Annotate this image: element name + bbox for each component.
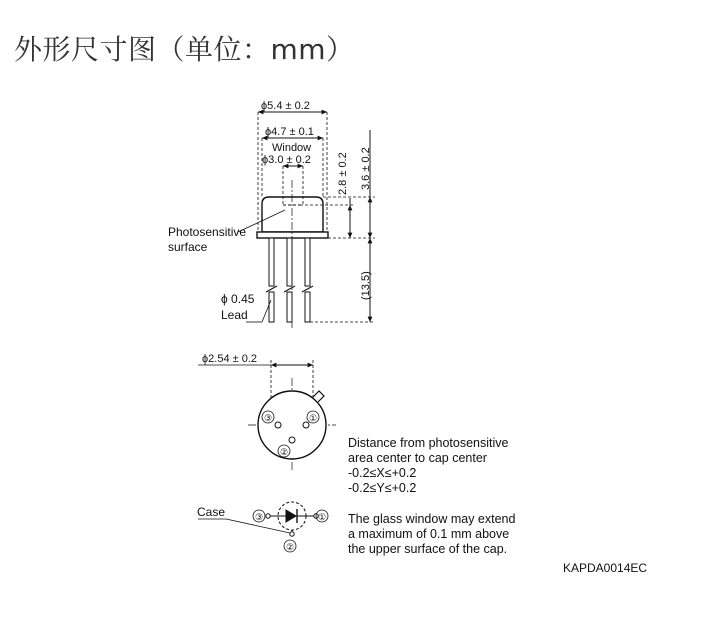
dim-height-surface: 2.8 ± 0.2 xyxy=(337,152,349,195)
dim-pin-circle: ϕ2.54 ± 0.2 xyxy=(202,353,258,365)
glass-note-line: the upper surface of the cap. xyxy=(348,542,508,556)
window-label: Window xyxy=(272,142,312,154)
distance-note-line: -0.2≤Y≤+0.2 xyxy=(348,481,417,495)
distance-note xyxy=(348,436,509,496)
dim-window-diameter: ϕ3.0 ± 0.2 xyxy=(262,154,311,166)
distance-note-line: area center to cap center xyxy=(348,451,487,465)
lead-center-lower xyxy=(287,292,292,322)
lead-right-upper xyxy=(305,238,310,286)
header-circle xyxy=(258,391,326,459)
dim-outer-diameter: ϕ5.4 ± 0.2 xyxy=(261,100,310,112)
photosensitive-label-line2: surface xyxy=(168,240,208,254)
case-label: Case xyxy=(197,505,226,519)
lead-center-upper xyxy=(287,238,292,286)
glass-window-note xyxy=(348,512,515,557)
bottom-pin-2-label: ② xyxy=(280,447,289,457)
lead-right-lower xyxy=(305,292,310,322)
lead-left-upper xyxy=(269,238,274,286)
bottom-pin-3-label: ③ xyxy=(264,413,273,423)
dim-lead-length: (13.5) xyxy=(360,271,372,300)
photosensitive-label-line1: Photosensitive xyxy=(168,225,247,239)
header-flange xyxy=(257,232,328,238)
dim-cap-diameter: ϕ4.7 ± 0.1 xyxy=(265,126,314,138)
distance-note-line: Distance from photosensitive xyxy=(348,436,509,450)
cap-body xyxy=(262,197,323,232)
lead-label: Lead xyxy=(221,308,248,322)
lead-diameter-label: ϕ 0.45 xyxy=(221,292,255,306)
dim-height-total: 3.6 ± 0.2 xyxy=(360,147,372,190)
photodiode-symbol xyxy=(286,510,296,522)
page-title: 外形尺寸图（单位：mm） xyxy=(14,33,355,66)
schematic-pin-2-label: ② xyxy=(286,542,295,552)
glass-note-line: a maximum of 0.1 mm above xyxy=(348,527,510,541)
drawing-code: KAPDA0014EC xyxy=(563,561,648,575)
schematic-pin-1-label: ① xyxy=(318,512,327,522)
distance-note-line: -0.2≤X≤+0.2 xyxy=(348,466,417,480)
lead-left-lower xyxy=(269,292,274,322)
bottom-pin-1-label: ① xyxy=(309,413,318,423)
glass-note-line: The glass window may extend xyxy=(348,512,516,526)
schematic-pin-3-label: ③ xyxy=(255,512,264,522)
